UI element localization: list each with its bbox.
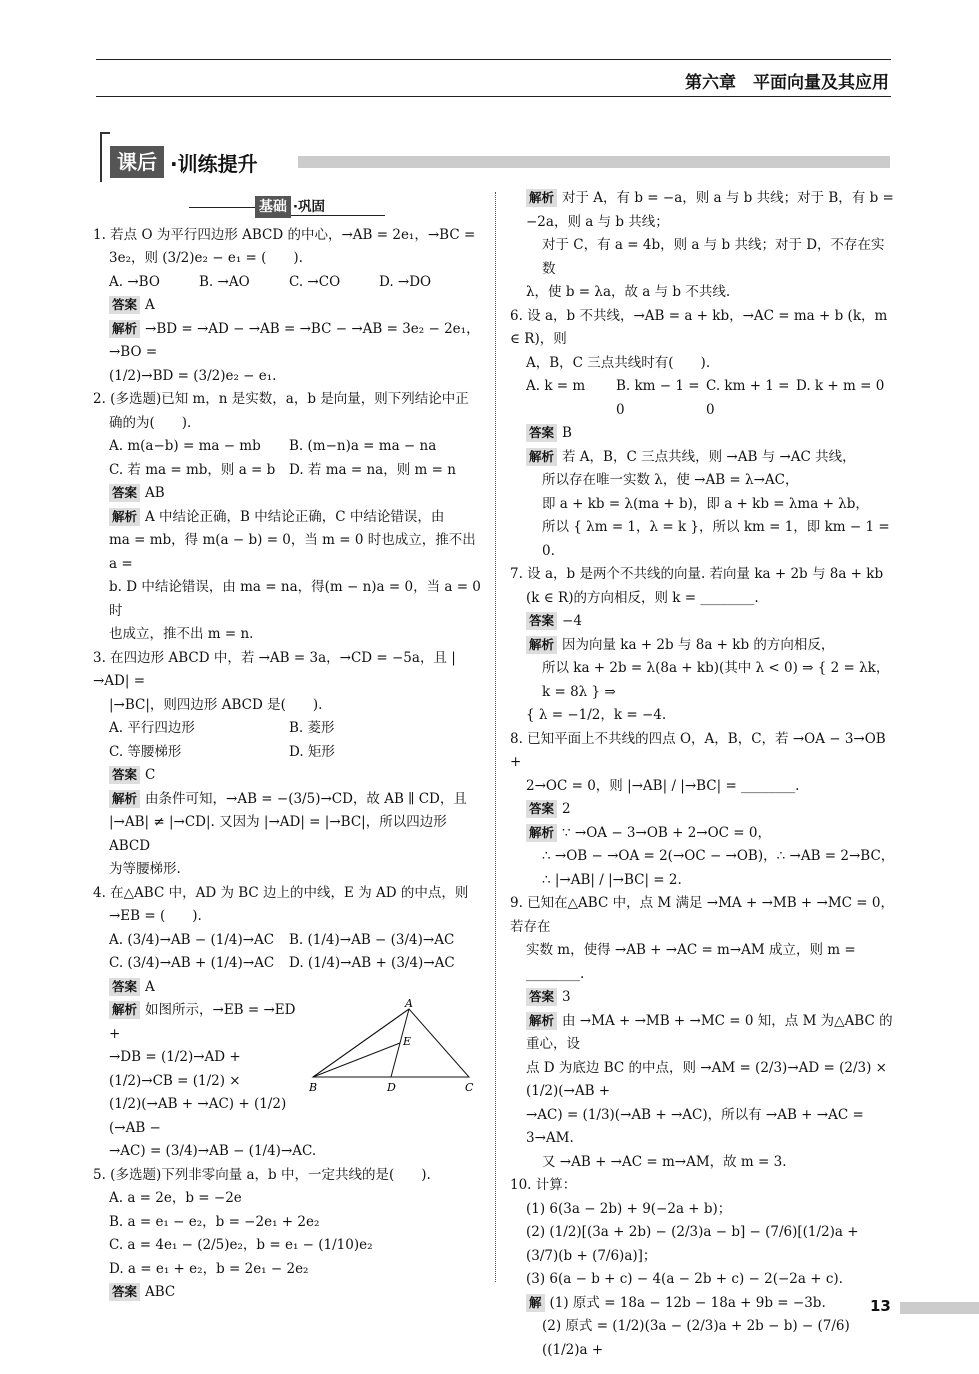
answer-value: 3 bbox=[562, 989, 571, 1005]
q5-stem: 5. (多选题)下列非零向量 a，b 中，一定共线的是( ). bbox=[93, 1166, 431, 1183]
option: B. (m−n)a = ma − na bbox=[289, 438, 437, 454]
option: C. a = 4e₁ − (2/5)e₂，b = e₁ − (1/10)e₂ bbox=[109, 1237, 373, 1253]
analysis-label: 解析 bbox=[526, 1012, 557, 1030]
header-rule-top bbox=[96, 59, 891, 60]
analysis-label: 解析 bbox=[526, 824, 557, 842]
section-tag: 课后 bbox=[110, 146, 164, 178]
analysis-text: 对于 A，有 b = −a，则 a 与 b 共线；对于 B，有 b = bbox=[562, 190, 894, 206]
triangle-abc bbox=[313, 1009, 469, 1077]
option: A. (3/4)→AB − (1/4)→AC bbox=[109, 931, 275, 948]
option: D. k + m = 0 bbox=[796, 378, 885, 394]
answer-value: A bbox=[145, 297, 155, 313]
point-b-label: B bbox=[309, 1081, 318, 1094]
point-c-label: C bbox=[465, 1081, 474, 1094]
solution-label: 解 bbox=[526, 1294, 545, 1312]
option: C. →CO bbox=[289, 273, 341, 290]
option: A. k = m bbox=[526, 378, 586, 394]
answer-label: 答案 bbox=[109, 978, 140, 996]
subsection-header bbox=[93, 196, 481, 220]
analysis-text: ∵ →OA − 3→OB + 2→OC = 0， bbox=[562, 824, 771, 841]
analysis-text: 即 a + kb = λ(ma + b)，即 a + kb = λma + λb， bbox=[542, 495, 869, 512]
analysis-text: →AC) = (1/3)(→AB + →AC)，所以有 →AB + →AC = 3→AM. bbox=[526, 1106, 864, 1146]
option: D. (1/4)→AB + (3/4)→AC bbox=[289, 955, 455, 971]
segment-ba bbox=[313, 1009, 412, 1077]
analysis-text: b. D 中结论错误，由 ma = na，得(m − n)a = 0，当 a = 0 时 bbox=[109, 579, 481, 619]
option: D. a = e₁ + e₂，b = 2e₁ − 2e₂ bbox=[109, 1260, 309, 1277]
point-d-label: D bbox=[387, 1081, 396, 1094]
header-rule-bottom bbox=[96, 96, 891, 97]
solution-text: (2) 原式 = (1/2)(3a − (2/3)a + 2b − b) − (7/6)((1/2)a + bbox=[542, 1318, 850, 1358]
chapter-title: 第六章 平面向量及其应用 bbox=[685, 73, 889, 93]
option: B. (1/4)→AB − (3/4)→AC bbox=[289, 931, 455, 948]
analysis-text: 也成立，推不出 m = n. bbox=[109, 626, 254, 642]
analysis-text: 由 →MA + →MB + →MC = 0 知，点 M 为△ABC 的重心，设 bbox=[526, 1012, 893, 1052]
analysis-text: →AC) = (3/4)→AB − (1/4)→AC. bbox=[109, 1143, 317, 1159]
analysis-text: ∴ →OB − →OA = 2(→OC − →OB)，∴ →AB = 2→BC， bbox=[542, 848, 895, 864]
analysis-text: →BD = →AD − →AB = →BC − →AB = 3e₂ − 2e₁，→BO = bbox=[109, 320, 480, 360]
banner-bracket bbox=[100, 132, 110, 182]
q6-options bbox=[510, 375, 895, 422]
q2-options bbox=[93, 435, 481, 482]
q9-stem-2: 实数 m，使得 →AB + →AC = m→AM 成立，则 m = ________. bbox=[526, 942, 856, 982]
column-divider bbox=[495, 192, 496, 1282]
q3-options bbox=[93, 717, 481, 764]
q8-stem: 8. 已知平面上不共线的四点 O，A，B，C，若 →OA − 3→OB + bbox=[510, 730, 886, 770]
option: C. 若 ma = mb，则 a = b bbox=[109, 461, 276, 478]
segment-be bbox=[313, 1043, 400, 1077]
answer-value: 2 bbox=[562, 801, 571, 817]
answer-label: 答案 bbox=[109, 484, 140, 502]
option: D. 矩形 bbox=[289, 743, 335, 760]
subsection-tag: 基础 bbox=[255, 196, 291, 218]
answer-value: A bbox=[145, 978, 155, 995]
analysis-text: →DB = (1/2)→AD + (1/2)→CB = (1/2) × bbox=[109, 1049, 241, 1089]
analysis-text: 所以 ka + 2b = λ(8a + kb)(其中 λ < 0) ⇒ { 2 = λk，k = 8λ } ⇒ bbox=[542, 660, 890, 700]
analysis-text: 所以存在唯一实数 λ，使 →AB = λ→AC， bbox=[542, 472, 799, 488]
option: A. a = 2e，b = −2e bbox=[109, 1190, 242, 1206]
q3-stem: 3. 在四边形 ABCD 中，若 →AB = 3a，→CD = −5a，且 |→AD| = bbox=[93, 649, 456, 689]
analysis-text: 因为向量 ka + 2b 与 8a + kb 的方向相反， bbox=[562, 636, 835, 653]
q4-stem-2: →EB = ( ). bbox=[109, 908, 202, 924]
option: A. m(a−b) = ma − mb bbox=[109, 438, 261, 454]
option: D. →DO bbox=[379, 273, 432, 290]
q3-stem-2: |→BC|，则四边形 ABCD 是( ). bbox=[109, 696, 323, 713]
analysis-label: 解析 bbox=[109, 1001, 140, 1019]
q7-stem: 7. 设 a，b 是两个不共线的向量. 若向量 ka + 2b 与 8a + kb bbox=[510, 566, 884, 582]
page-number-bar bbox=[900, 1302, 979, 1314]
right-column bbox=[510, 187, 895, 1362]
analysis-text: 点 D 为底边 BC 的中点，则 →AM = (2/3)→AD = (2/3) × (1/2)(→AB + bbox=[526, 1059, 887, 1099]
left-column bbox=[93, 196, 481, 1305]
option: C. 等腰梯形 bbox=[109, 743, 182, 760]
analysis-text: ma = mb，得 m(a − b) = 0，当 m = 0 时也成立，推不出 a = bbox=[109, 532, 476, 572]
analysis-text: 又 →AB + →AC = m→AM，故 m = 3. bbox=[542, 1153, 787, 1170]
q6-stem-2: A，B，C 三点共线时有( ). bbox=[526, 354, 711, 371]
q7-stem-2: (k ∈ R)的方向相反，则 k = ________. bbox=[526, 589, 759, 606]
analysis-text: 若 A，B，C 三点共线，则 →AB 与 →AC 共线， bbox=[562, 448, 856, 465]
answer-label: 答案 bbox=[526, 424, 557, 442]
section-title: ·训练提升 bbox=[170, 152, 258, 176]
analysis-label: 解析 bbox=[526, 636, 557, 654]
analysis-text: λ，使 b = λa，故 a 与 b 不共线. bbox=[526, 284, 731, 300]
analysis-text: 对于 C，有 a = 4b，则 a 与 b 共线；对于 D，不存在实数 bbox=[542, 237, 885, 277]
point-e-label: E bbox=[403, 1035, 412, 1048]
q8-stem-2: 2→OC = 0，则 |→AB| / |→BC| = ________. bbox=[526, 777, 800, 794]
point-a-label: A bbox=[405, 999, 413, 1010]
answer-value: AB bbox=[145, 485, 165, 501]
analysis-label: 解析 bbox=[526, 448, 557, 466]
answer-label: 答案 bbox=[109, 766, 140, 784]
analysis-label: 解析 bbox=[109, 320, 140, 338]
option: B. →AO bbox=[199, 273, 250, 290]
q2-stem: 2. (多选题)已知 m，n 是实数，a，b 是向量，则下列结论中正 bbox=[93, 391, 469, 407]
analysis-label: 解析 bbox=[109, 508, 140, 526]
analysis-text: 所以 { λm = 1，λ = k }，所以 km = 1，即 km − 1 = 0. bbox=[542, 519, 890, 559]
analysis-text: 为等腰梯形. bbox=[109, 861, 181, 877]
answer-label: 答案 bbox=[109, 1283, 140, 1301]
q4-stem: 4. 在△ABC 中，AD 为 BC 边上的中线，E 为 AD 的中点，则 bbox=[93, 884, 469, 901]
subsection-rule bbox=[189, 207, 255, 208]
q1-stem-2: 3e₂，则 (3/2)e₂ − e₁ = ( ). bbox=[109, 250, 303, 266]
solution-text: (1) 原式 = 18a − 12b − 18a + 9b = −3b. bbox=[549, 1294, 826, 1311]
answer-label: 答案 bbox=[526, 988, 557, 1006]
option: A. →BO bbox=[109, 273, 160, 290]
answer-value: ABC bbox=[145, 1284, 176, 1300]
q10-stem: 10. 计算： bbox=[510, 1177, 577, 1193]
q10-part: (1) 6(3a − 2b) + 9(−2a + b)； bbox=[526, 1200, 732, 1217]
analysis-text: 由条件可知，→AB = −(3/5)→CD，故 AB ∥ CD，且 bbox=[145, 790, 467, 807]
q6-stem: 6. 设 a，b 不共线，→AB = a + kb，→AC = ma + b (k，m ∈ R)，则 bbox=[510, 307, 888, 347]
answer-value: B bbox=[562, 425, 572, 441]
analysis-label: 解析 bbox=[526, 189, 557, 207]
analysis-text: 如图所示，→EB = →ED + bbox=[109, 1002, 296, 1042]
q9-stem: 9. 已知在△ABC 中，点 M 满足 →MA + →MB + →MC = 0，若存在 bbox=[510, 895, 894, 935]
analysis-text: |→AB| ≠ |→CD|. 又因为 |→AD| = |→BC|，所以四边形 ABCD bbox=[109, 814, 447, 854]
analysis-text: (1/2)→BD = (3/2)e₂ − e₁. bbox=[109, 367, 277, 384]
page-number: 13 bbox=[870, 1297, 891, 1315]
option: B. a = e₁ − e₂，b = −2e₁ + 2e₂ bbox=[109, 1213, 320, 1230]
option: C. (3/4)→AB + (1/4)→AC bbox=[109, 955, 275, 971]
analysis-text: A 中结论正确，B 中结论正确，C 中结论错误，由 bbox=[145, 508, 445, 525]
analysis-text: ∴ |→AB| / |→BC| = 2. bbox=[542, 871, 682, 888]
analysis-text: −2a，则 a 与 b 共线； bbox=[526, 213, 669, 230]
analysis-label: 解析 bbox=[109, 790, 140, 808]
q1-options bbox=[93, 271, 481, 295]
analysis-text: { λ = −1/2，k = −4. bbox=[526, 707, 667, 723]
answer-value: −4 bbox=[562, 613, 582, 629]
answer-value: C bbox=[145, 767, 156, 783]
answer-label: 答案 bbox=[526, 800, 557, 818]
answer-label: 答案 bbox=[526, 612, 557, 630]
subsection-title: ·巩固 bbox=[291, 199, 385, 216]
option: D. 若 ma = na，则 m = n bbox=[289, 461, 456, 478]
q10-part: (2) (1/2)[(3a + 2b) − (2/3)a − b] − (7/6)[(1/2)a + (3/7)(b + (7/6)a)]； bbox=[526, 1224, 859, 1264]
triangle-figure bbox=[307, 999, 477, 1099]
option: B. km − 1 = 0 bbox=[616, 378, 700, 418]
option: C. km + 1 = 0 bbox=[706, 378, 790, 418]
banner-band bbox=[298, 156, 890, 168]
q4-options bbox=[93, 929, 481, 976]
q1-stem: 1. 若点 O 为平行四边形 ABCD 的中心，→AB = 2e₁，→BC = bbox=[93, 226, 476, 243]
option: B. 菱形 bbox=[289, 720, 335, 736]
q10-part: (3) 6(a − b + c) − 4(a − 2b + c) − 2(−2a + c). bbox=[526, 1271, 843, 1287]
answer-label: 答案 bbox=[109, 296, 140, 314]
q2-stem-2: 确的为( ). bbox=[109, 414, 192, 431]
analysis-text: (1/2)(→AB + →AC) + (1/2)(→AB − bbox=[109, 1096, 287, 1136]
option: A. 平行四边形 bbox=[109, 720, 195, 736]
